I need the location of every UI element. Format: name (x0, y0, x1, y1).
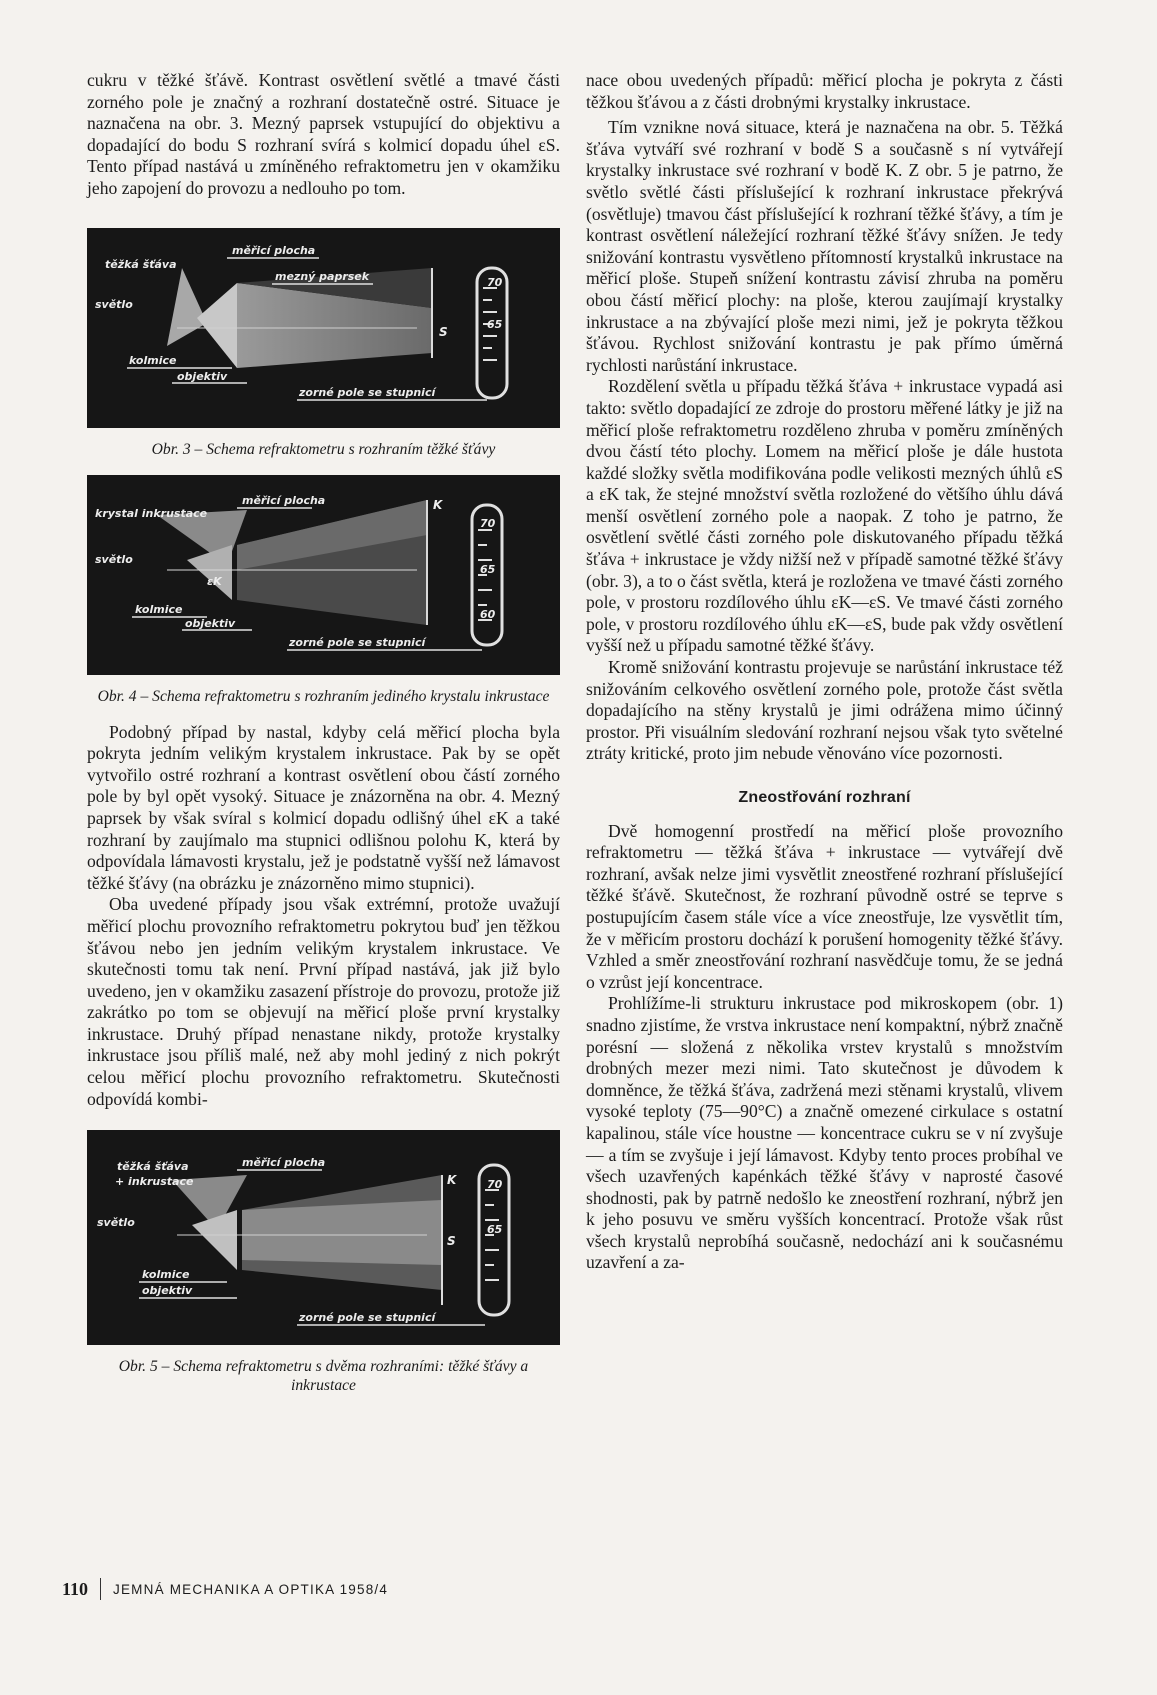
journal-name: JEMNÁ MECHANIKA A OPTIKA 1958/4 (113, 1581, 389, 1597)
paragraph: Oba uvedené případy jsou však extrémní, protože uvažují měřicí plochu provozního refraktometru pokrytou buď jen těžkou šťávou nebo jen jedním velikým krystalem inkrustace. Ve skutečnosti tomu tak není. První případ nastává, jak již bylo uvedeno, jen v okamžiku zasazení přístroje do provozu, protože již zakrátko po tom se objevují na měřicí ploše první krystalky inkrustace. Druhý případ nenastane nikdy, protože krystalky inkrustace jsou příliš malé, než aby mohl jediný z nich pokrýt celou měřicí plochu provozního refraktometru. Skutečnosti odpovídá kombi- (87, 894, 560, 1109)
label-zorne-pole: zorné pole se stupnicí (299, 385, 436, 399)
scale-label-65: 65 (487, 1223, 503, 1237)
label-merici-plocha: měřicí plocha (242, 493, 326, 507)
label-objektiv: objektiv (142, 1284, 193, 1298)
label-mezny-paprsek: mezný paprsek (275, 269, 370, 283)
paragraph: nace obou uvedených případů: měřicí plocha je pokryta z části těžkou šťávou a z části drobnými krystalky inkrustace. (586, 70, 1063, 112)
label-merici-plocha: měřicí plocha (232, 243, 316, 257)
label-s: S (447, 1234, 456, 1249)
label-inkrustace: + inkrustace (115, 1175, 194, 1189)
figure-4-diagram (87, 475, 560, 675)
right-column (586, 70, 1063, 1274)
label-svetlo: světlo (97, 1216, 135, 1230)
figure-5-diagram (87, 1130, 560, 1345)
paragraph: Tím vznikne nová situace, která je naznačena na obr. 5. Těžká šťáva vytváří své rozhraní v bodě S a současně s ní vytvářejí krystalky inkrustace své rozhraní v bodě K. Z obr. 5 je patrno, že světlo světlé části příslušející k rozhraní inkrustace překrývá (osvětluje) tmavou část příslušející k rozhraní těžké šťávy, a tím je kontrast osvětlení náležející rozhraní těžké šťávy snížen. Je tedy snižování kontrastu vysvětleno přítomností krystalků inkrustace na měřicí ploše. Stupeň snížení kontrastu závisí zhruba na poměru obou částí měřicí plochy: na ploše, kterou zaujímají krystalky inkrustace a na zbývající ploše mezi nimi, jež je pokryta těžkou šťávou. Rychlost snižování kontrastu je pak přímo úměrná rychlosti narůstání inkrustace. (586, 117, 1063, 375)
label-objektiv: objektiv (177, 369, 228, 383)
label-krystal-inkrustace: krystal inkrustace (95, 506, 208, 520)
figure-4-caption: Obr. 4 – Schema refraktometru s rozhraním jediného krystalu inkrustace (97, 687, 550, 705)
scale-label-65: 65 (480, 562, 496, 576)
label-merici-plocha: měřicí plocha (242, 1156, 326, 1170)
paragraph: Prohlížíme-li strukturu inkrustace pod mikroskopem (obr. 1) snadno zjistíme, že vrstva inkrustace není kompaktní, nýbrž značně porésní — složená z několika vrstev krystalů s množstvím drobných mezer mezi nimi. Tato skutečnost je důvodem k domněnce, že těžká šťáva, zadržená mezi stěnami krystalů, vlivem vysoké teploty (75—90°C) a značně omezené cirkulace s ostatní kapalinou, stále více houstne — koncentrace cukru se v ní zvyšuje — a tím se zvyšuje i její lámavost. Kdyby tento proces probíhal ve všech uzavřených kapénkách těžké šťávy v naprosté časové shodnosti, pak by patrně nedošlo ke zneostření rozhraní, nýbrž jen k jeho posuvu ve směru vyšších koncentrací. Protože však růst všech krystalů neprobíhá současně, nedochází ani k současnému uzavření a za- (586, 993, 1063, 1273)
section-title: Zneostřování rozhraní (738, 789, 911, 806)
scale-label-70: 70 (487, 1178, 503, 1192)
label-objektiv: objektiv (185, 616, 236, 630)
scale-label-70: 70 (480, 516, 496, 530)
page-number: 110 (62, 1578, 89, 1599)
figure-5 (87, 1130, 560, 1345)
label-svetlo: světlo (95, 552, 133, 566)
paragraph: Kromě snižování kontrastu projevuje se narůstání inkrustace též snižováním celkového osvětlení zorného pole, protože část světla dopadajícího na stěny krystalů je jimi odrážena mimo účinný prostor. Při visuálním sledování rozhraní nejsou však tyto světelné ztráty kritické, proto jim nebude věnováno více pozornosti. (586, 657, 1063, 764)
label-tezka-stava: těžká šťáva (105, 257, 177, 271)
scale-label-70: 70 (487, 275, 503, 289)
label-kolmice: kolmice (129, 353, 177, 367)
label-kolmice: kolmice (135, 602, 183, 616)
figure-3-caption: Obr. 3 – Schema refraktometru s rozhraním těžké šťávy (151, 440, 496, 458)
label-s: S (439, 324, 448, 339)
label-k: K (433, 497, 443, 512)
paragraph: cukru v těžké šťávě. Kontrast osvětlení světlé a tmavé části zorného pole je značný a rozhraní dostatečně ostré. Situace je naznačena na obr. 3. Mezný paprsek vstupující do objektivu a dopadající do bodu S rozhraní svírá s kolmicí dopadu úhel εS. Tento případ nastává u zmíněného refraktometru jen v okamžiku jeho zapojení do provozu a nedlouho po tom. (87, 70, 560, 198)
label-zorne-pole: zorné pole se stupnicí (289, 635, 426, 649)
label-epsilon-k: εK (207, 574, 222, 588)
page-footer (62, 1578, 388, 1600)
paragraph: Podobný případ by nastal, kdyby celá měřicí plocha byla pokryta jedním velikým krystalem inkrustace. Pak by se opět vytvořilo ostré rozhraní a kontrast osvětlení obou částí zorného pole by byl opět vysoký. Situace je znázorněna na obr. 4. Mezný paprsek by však svíral s kolmicí dopadu odlišný úhel εK a také rozhraní by zaujímalo ma stupnici odlišnou polohu K, která by odpovídala lámavosti krystalu, jež je podstatně vyšší než lámavost těžké šťávy (na obrázku je znázorněno mimo stupnici). (87, 721, 560, 893)
label-tezka-stava: těžká šťáva (117, 1160, 189, 1174)
paragraph: Dvě homogenní prostředí na měřicí ploše provozního refraktometru — těžká šťáva + inkrustace — vytvářejí dvě rozhraní, avšak nelze jimi vysvětlit zneostřené rozhraní příslušející těžké šťávě. Skutečnost, že rozhraní původně ostré se teprve s postupujícím časem stále více a více zneostřuje, lze vysvětlit tím, že v měřicím prostoru dochází k porušení homogenity těžké šťávy. Vzhled a směr zneostřování rozhraní nasvědčuje tomu, že se jedná o vzrůst její koncentrace. (586, 820, 1063, 992)
label-k: K (447, 1173, 457, 1188)
figure-3 (87, 228, 560, 428)
figure-5-caption: Obr. 5 – Schema refraktometru s dvěma rozhraními: těžké šťávy a inkrustace (118, 1358, 529, 1395)
label-svetlo: světlo (95, 297, 133, 311)
label-zorne-pole: zorné pole se stupnicí (299, 1311, 436, 1325)
scale-label-65: 65 (487, 317, 503, 331)
figure-3-diagram (87, 228, 560, 428)
figure-4 (87, 475, 560, 675)
left-column (87, 70, 560, 1411)
footer-divider (100, 1578, 101, 1600)
scale-label-60: 60 (480, 607, 496, 621)
label-kolmice: kolmice (142, 1268, 190, 1282)
paragraph: Rozdělení světla u případu těžká šťáva + inkrustace vypadá asi takto: světlo dopadající ze zdroje do prostoru měřené látky je již na měřicí ploše refraktometru rozděleno zhruba v poměru zmíněných dvou částí této plochy. Lomem na měřicí ploše je dále hustota každé složky světla modifikována podle velikosti mezných úhlů εS a εK tak, že stejné množství světla rozložené do většího úhlu dává menší osvětlení zorného pole a naopak. Z toho je patrno, že osvětlení světlé části zorného pole diskutovaného případu těžká šťáva + inkrustace je vždy nižší než v případě samotné těžké šťávy (obr. 3), a to o část světla, která je rozložena ve tmavé části zorného pole, v prostoru rozdílového úhlu εK—εS. Ve tmavé části zorného pole, v prostoru rozdílového úhlu εK—εS, bude pak vždy osvětlení vyšší než u případu samotné těžké šťávy. (586, 376, 1063, 656)
